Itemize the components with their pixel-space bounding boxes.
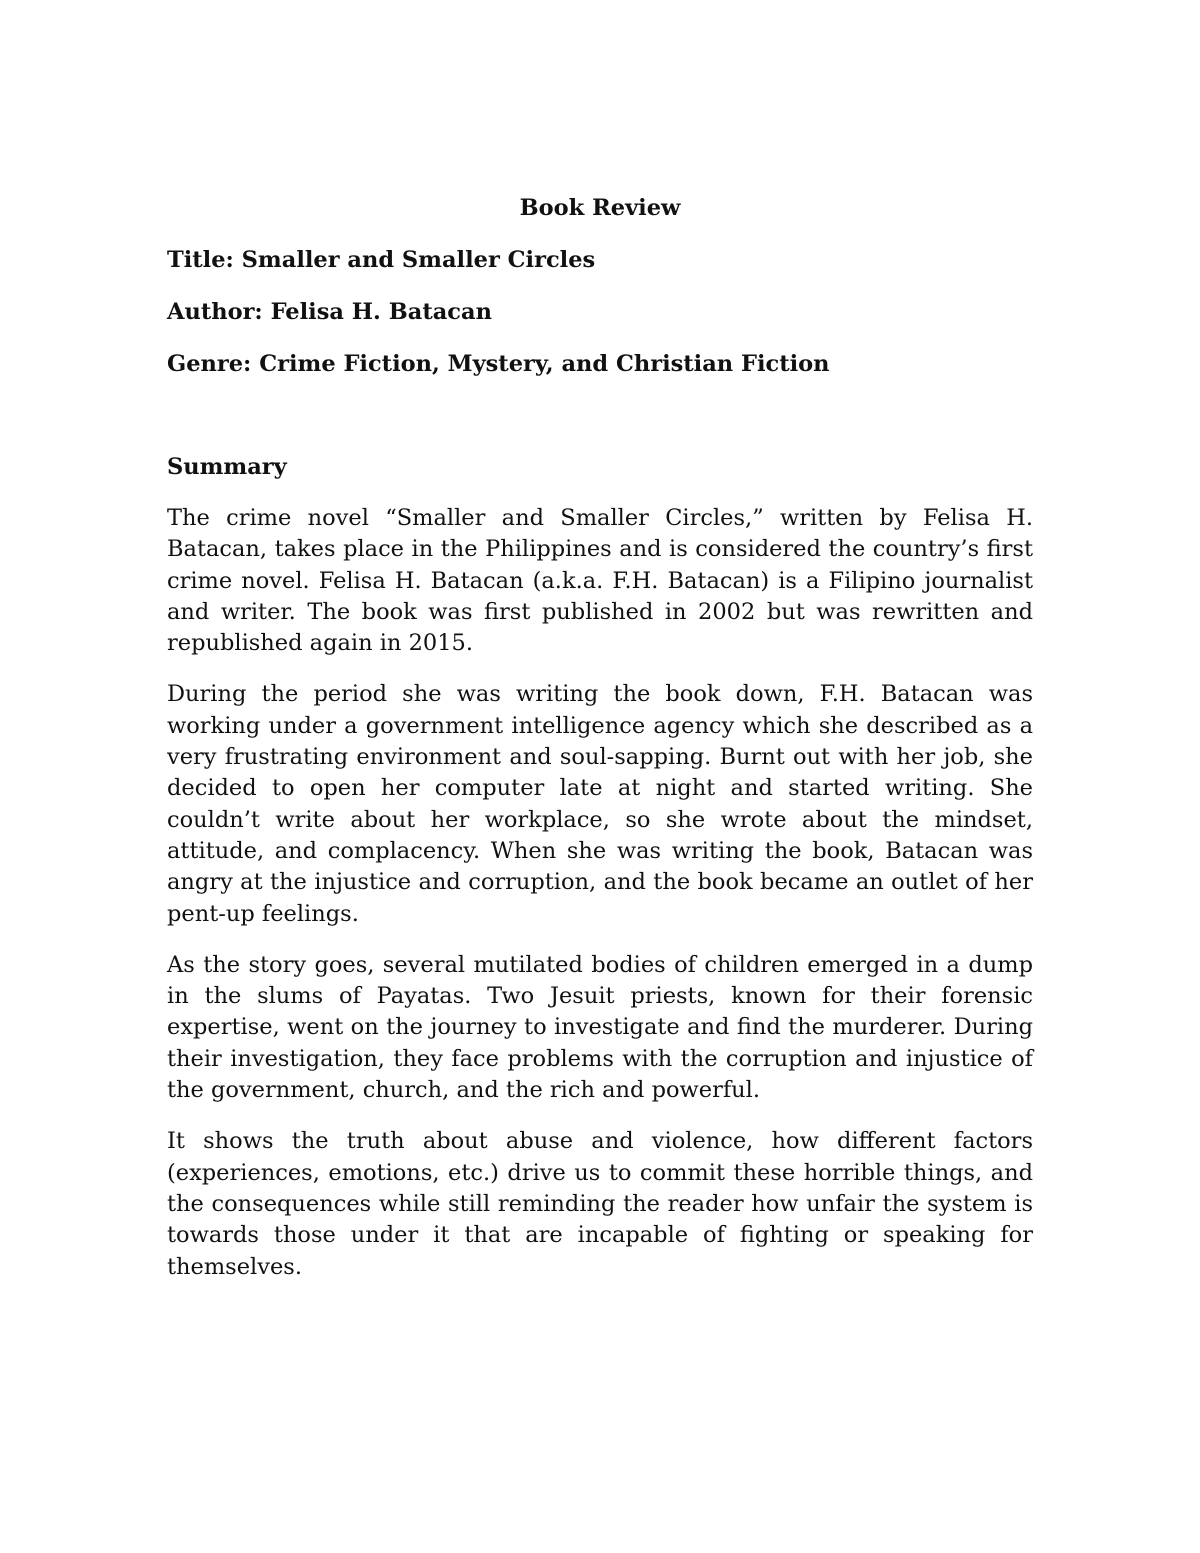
summary-paragraph: As the story goes, several mutilated bodies of children emerged in a dump in the slums of Payatas. Two Jesuit priests, known for their forensic expertise, went on the journey to investigate and find the murderer. During their investigation, they face problems with the corruption and injustice of the government, church, and the rich and powerful. <box>167 951 1033 1104</box>
book-author-line: Author: Felisa H. Batacan <box>167 299 492 325</box>
book-genre-line: Genre: Crime Fiction, Mystery, and Christian Fiction <box>167 351 830 377</box>
book-title-line: Title: Smaller and Smaller Circles <box>167 247 596 273</box>
document-heading: Book Review <box>519 195 681 221</box>
summary-paragraph: It shows the truth about abuse and violence, how different factors (experiences, emotions, etc.) drive us to commit these horrible things, and the consequences while still reminding the reader how unfair the system is towards those under it that are incapable of fighting or speaking for themselves. <box>167 1128 1033 1280</box>
summary-heading: Summary <box>167 454 287 480</box>
summary-paragraph: The crime novel “Smaller and Smaller Circles,” written by Felisa H. Batacan, takes place in the Philippines and is considered the country’s first crime novel. Felisa H. Batacan (a.k.a. F.H. Batacan) is a Filipino journalist and writer. The book was first published in 2002 but was rewritten and republished again in 2015. <box>167 505 1033 657</box>
document-body <box>167 192 1033 1303</box>
summary-paragraph: During the period she was writing the book down, F.H. Batacan was working under a government intelligence agency which she described as a very frustrating environment and soul-sapping. Burnt out with her job, she decided to open her computer late at night and started writing. She couldn’t write about her workplace, so she wrote about the mindset, attitude, and complacency. When she was writing the book, Batacan was angry at the injustice and corruption, and the book became an outlet of her pent-up feelings. <box>167 681 1033 927</box>
